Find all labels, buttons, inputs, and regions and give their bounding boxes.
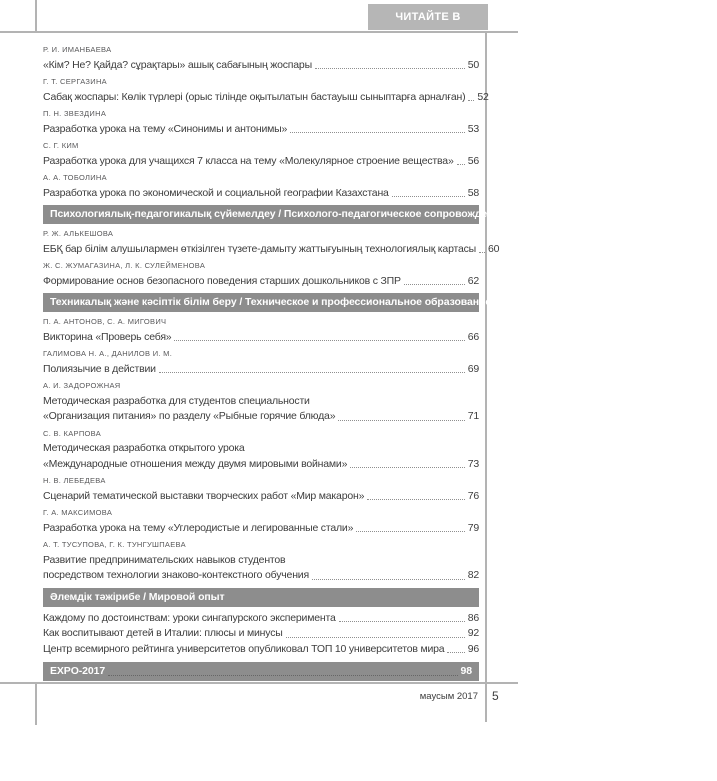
- toc-title-row: [43, 274, 479, 289]
- toc-author: Н. В. ЛЕБЕДЕВА: [43, 476, 106, 485]
- toc-page-number: 96: [467, 642, 479, 655]
- toc-entry: [43, 174, 479, 200]
- toc-title-row: [43, 122, 479, 137]
- toc-title: Каждому по достоинствам: уроки сингапурского эксперимента: [43, 611, 336, 624]
- dotted-leader: [315, 68, 465, 69]
- toc-title: Методическая разработка открытого урока: [43, 442, 245, 454]
- dotted-leader: [457, 164, 465, 165]
- right-rule: [485, 33, 487, 722]
- toc-title-row: [43, 154, 479, 169]
- toc-title-row: [43, 553, 479, 568]
- banner-label: ЧИТАЙТЕ В НОМЕРЕ:: [395, 11, 461, 49]
- dotted-leader: [479, 252, 485, 253]
- toc-title: «Организация питания» по разделу «Рыбные горячие блюда»: [43, 410, 336, 422]
- toc-title-row: [43, 626, 479, 641]
- toc-title-row: [43, 394, 479, 409]
- toc-title: «Кім? Не? Қайда? сұрақтары» ашық сабағының жоспары: [43, 58, 312, 71]
- toc-entry: [43, 642, 479, 657]
- dotted-leader: [338, 420, 464, 421]
- dotted-leader: [468, 100, 474, 101]
- dotted-leader: [356, 531, 465, 532]
- section-label: EXPO-2017: [50, 665, 106, 677]
- toc-title-row: [43, 58, 479, 73]
- toc-title: Разработка урока на тему «Углеродистые и легированные стали»: [43, 521, 354, 534]
- toc-author: Ж. С. ЖУМАГАЗИНА, Л. К. СУЛЕЙМЕНОВА: [43, 261, 206, 270]
- toc-author: ГАЛИМОВА Н. А., ДАНИЛОВ И. М.: [43, 349, 173, 358]
- toc-entry: [43, 110, 479, 136]
- toc-title: ЕБҚ бар білім алушылармен өткізілген түзете-дамыту жаттығуының технологиялық картасы: [43, 242, 477, 255]
- toc-title: Как воспитывают детей в Италии: плюсы и минусы: [43, 627, 283, 639]
- toc-title-row: [43, 568, 479, 583]
- toc-title-row: [43, 186, 479, 201]
- toc-title-row: [43, 642, 479, 657]
- dotted-leader: [404, 284, 465, 285]
- bottom-rule: [0, 682, 518, 684]
- toc-author: А. Т. ТУСУПОВА, Г. К. ТУНГУШПАЕВА: [43, 540, 186, 549]
- dotted-leader: [339, 621, 465, 622]
- toc-title: Викторина «Проверь себя»: [43, 330, 172, 343]
- toc-author: А. И. ЗАДОРОЖНАЯ: [43, 381, 121, 390]
- toc-title-row: [43, 362, 479, 377]
- toc-title: Формирование основ безопасного поведения старших дошкольников с ЗПР: [43, 274, 401, 287]
- toc-page-number: 73: [467, 457, 479, 470]
- dotted-leader: [159, 372, 465, 373]
- issue-date: маусым 2017: [419, 691, 478, 702]
- dotted-leader: [312, 579, 465, 580]
- toc-title-row: [43, 409, 479, 424]
- dotted-leader: [108, 675, 457, 676]
- read-in-issue-banner: [368, 4, 488, 49]
- toc-entry: [43, 77, 489, 104]
- toc-author: Р. И. ИМАНБАЕВА: [43, 45, 112, 54]
- toc-entry: [43, 350, 479, 376]
- toc-title-row: [43, 489, 479, 504]
- toc-page-number: 60: [488, 242, 500, 255]
- toc-entry: [43, 541, 479, 583]
- toc-page-number: 56: [467, 154, 479, 167]
- toc-entry: [43, 318, 479, 344]
- toc-entry: [43, 430, 479, 472]
- toc-page-number: 58: [467, 186, 479, 199]
- toc-page-number: 66: [467, 330, 479, 343]
- toc-title: «Международные отношения между двумя мировыми войнами»: [43, 457, 348, 470]
- toc-title: Методическая разработка для студентов специальности: [43, 394, 310, 407]
- toc-title: Разработка урока по экономической и социальной географии Казахстана: [43, 186, 389, 199]
- toc-title-row: [43, 457, 479, 472]
- dotted-leader: [174, 340, 464, 341]
- toc-page-number: 79: [467, 521, 479, 534]
- section-header: Психологиялық-педагогикалық сүйемелдеу / Психолого-педагогическое сопровождение: [43, 205, 479, 224]
- dotted-leader: [392, 196, 465, 197]
- toc-page-number: 53: [467, 122, 479, 135]
- toc-title-row: [43, 90, 489, 105]
- toc-author: Р. Ж. АЛЬКЕШОВА: [43, 229, 114, 238]
- toc-page-number: 62: [467, 274, 479, 287]
- section-header-with-page: [43, 662, 479, 681]
- dotted-leader: [350, 467, 464, 468]
- dotted-leader: [367, 499, 465, 500]
- toc-title-row: [43, 521, 479, 536]
- page-number: 5: [492, 689, 499, 703]
- section-header: Әлемдік тәжірибе / Мировой опыт: [43, 588, 479, 607]
- toc-entry: [43, 626, 479, 641]
- toc-title: Центр всемирного рейтинга университетов опубликовал ТОП 10 университетов мира: [43, 642, 445, 655]
- toc-title: Разработка урока на тему «Синонимы и антонимы»: [43, 122, 288, 135]
- dotted-leader: [447, 652, 464, 653]
- toc-title: Разработка урока для учащихся 7 класса на тему «Молекулярное строение вещества»: [43, 154, 454, 167]
- toc-author: Г. А. МАКСИМОВА: [43, 508, 113, 517]
- toc-title-row: [43, 330, 479, 345]
- toc-page-number: 92: [467, 627, 479, 639]
- toc-title: посредством технологии знаково-контекстного обучения: [43, 569, 309, 581]
- toc-page-number: 86: [467, 611, 479, 624]
- toc-author: П. А. АНТОНОВ, С. А. МИГОВИЧ: [43, 317, 167, 326]
- toc-page-number: 98: [460, 665, 472, 677]
- toc-page-number: 71: [467, 410, 479, 422]
- toc-author: П. Н. ЗВЕЗДИНА: [43, 109, 107, 118]
- toc-title: Сценарий тематической выставки творческих работ «Мир макарон»: [43, 489, 365, 502]
- table-of-contents: [43, 40, 506, 685]
- toc-author: С. В. КАРПОВА: [43, 428, 102, 438]
- toc-title-row: [43, 242, 500, 257]
- toc-page-number: 76: [467, 489, 479, 502]
- left-rule-top: [35, 0, 37, 31]
- dotted-leader: [290, 132, 465, 133]
- toc-title: Развитие предпринимательских навыков студентов: [43, 553, 286, 566]
- toc-title: Сабақ жоспары: Көлік түрлері (орыс тілінде оқытылатын бастауыш сыныптарға арналған): [43, 90, 466, 103]
- toc-entry: [43, 509, 479, 535]
- toc-title-row: [43, 441, 479, 456]
- toc-entry: [43, 477, 479, 503]
- left-rule-bottom: [35, 684, 37, 725]
- toc-page-number: 50: [467, 58, 479, 71]
- dotted-leader: [286, 637, 465, 638]
- toc-author: Г. Т. СЕРГАЗИНА: [43, 77, 107, 86]
- toc-entry: [43, 611, 479, 626]
- section-header: Техникалық және кәсіптік білім беру / Техническое и профессиональное образование: [43, 293, 479, 312]
- toc-entry: [43, 262, 479, 288]
- toc-author: А. А. ТОБОЛИНА: [43, 173, 107, 182]
- toc-title-row: [43, 611, 479, 626]
- toc-page-number: 82: [467, 569, 479, 581]
- toc-entry: [43, 229, 500, 256]
- toc-entry: [43, 46, 479, 72]
- toc-author: С. Г. КИМ: [43, 141, 79, 150]
- toc-entry: [43, 142, 479, 168]
- toc-entry: [43, 382, 479, 424]
- toc-page-number: 52: [477, 90, 489, 103]
- toc-page-number: 69: [467, 362, 479, 375]
- toc-title: Полиязычие в действии: [43, 362, 156, 375]
